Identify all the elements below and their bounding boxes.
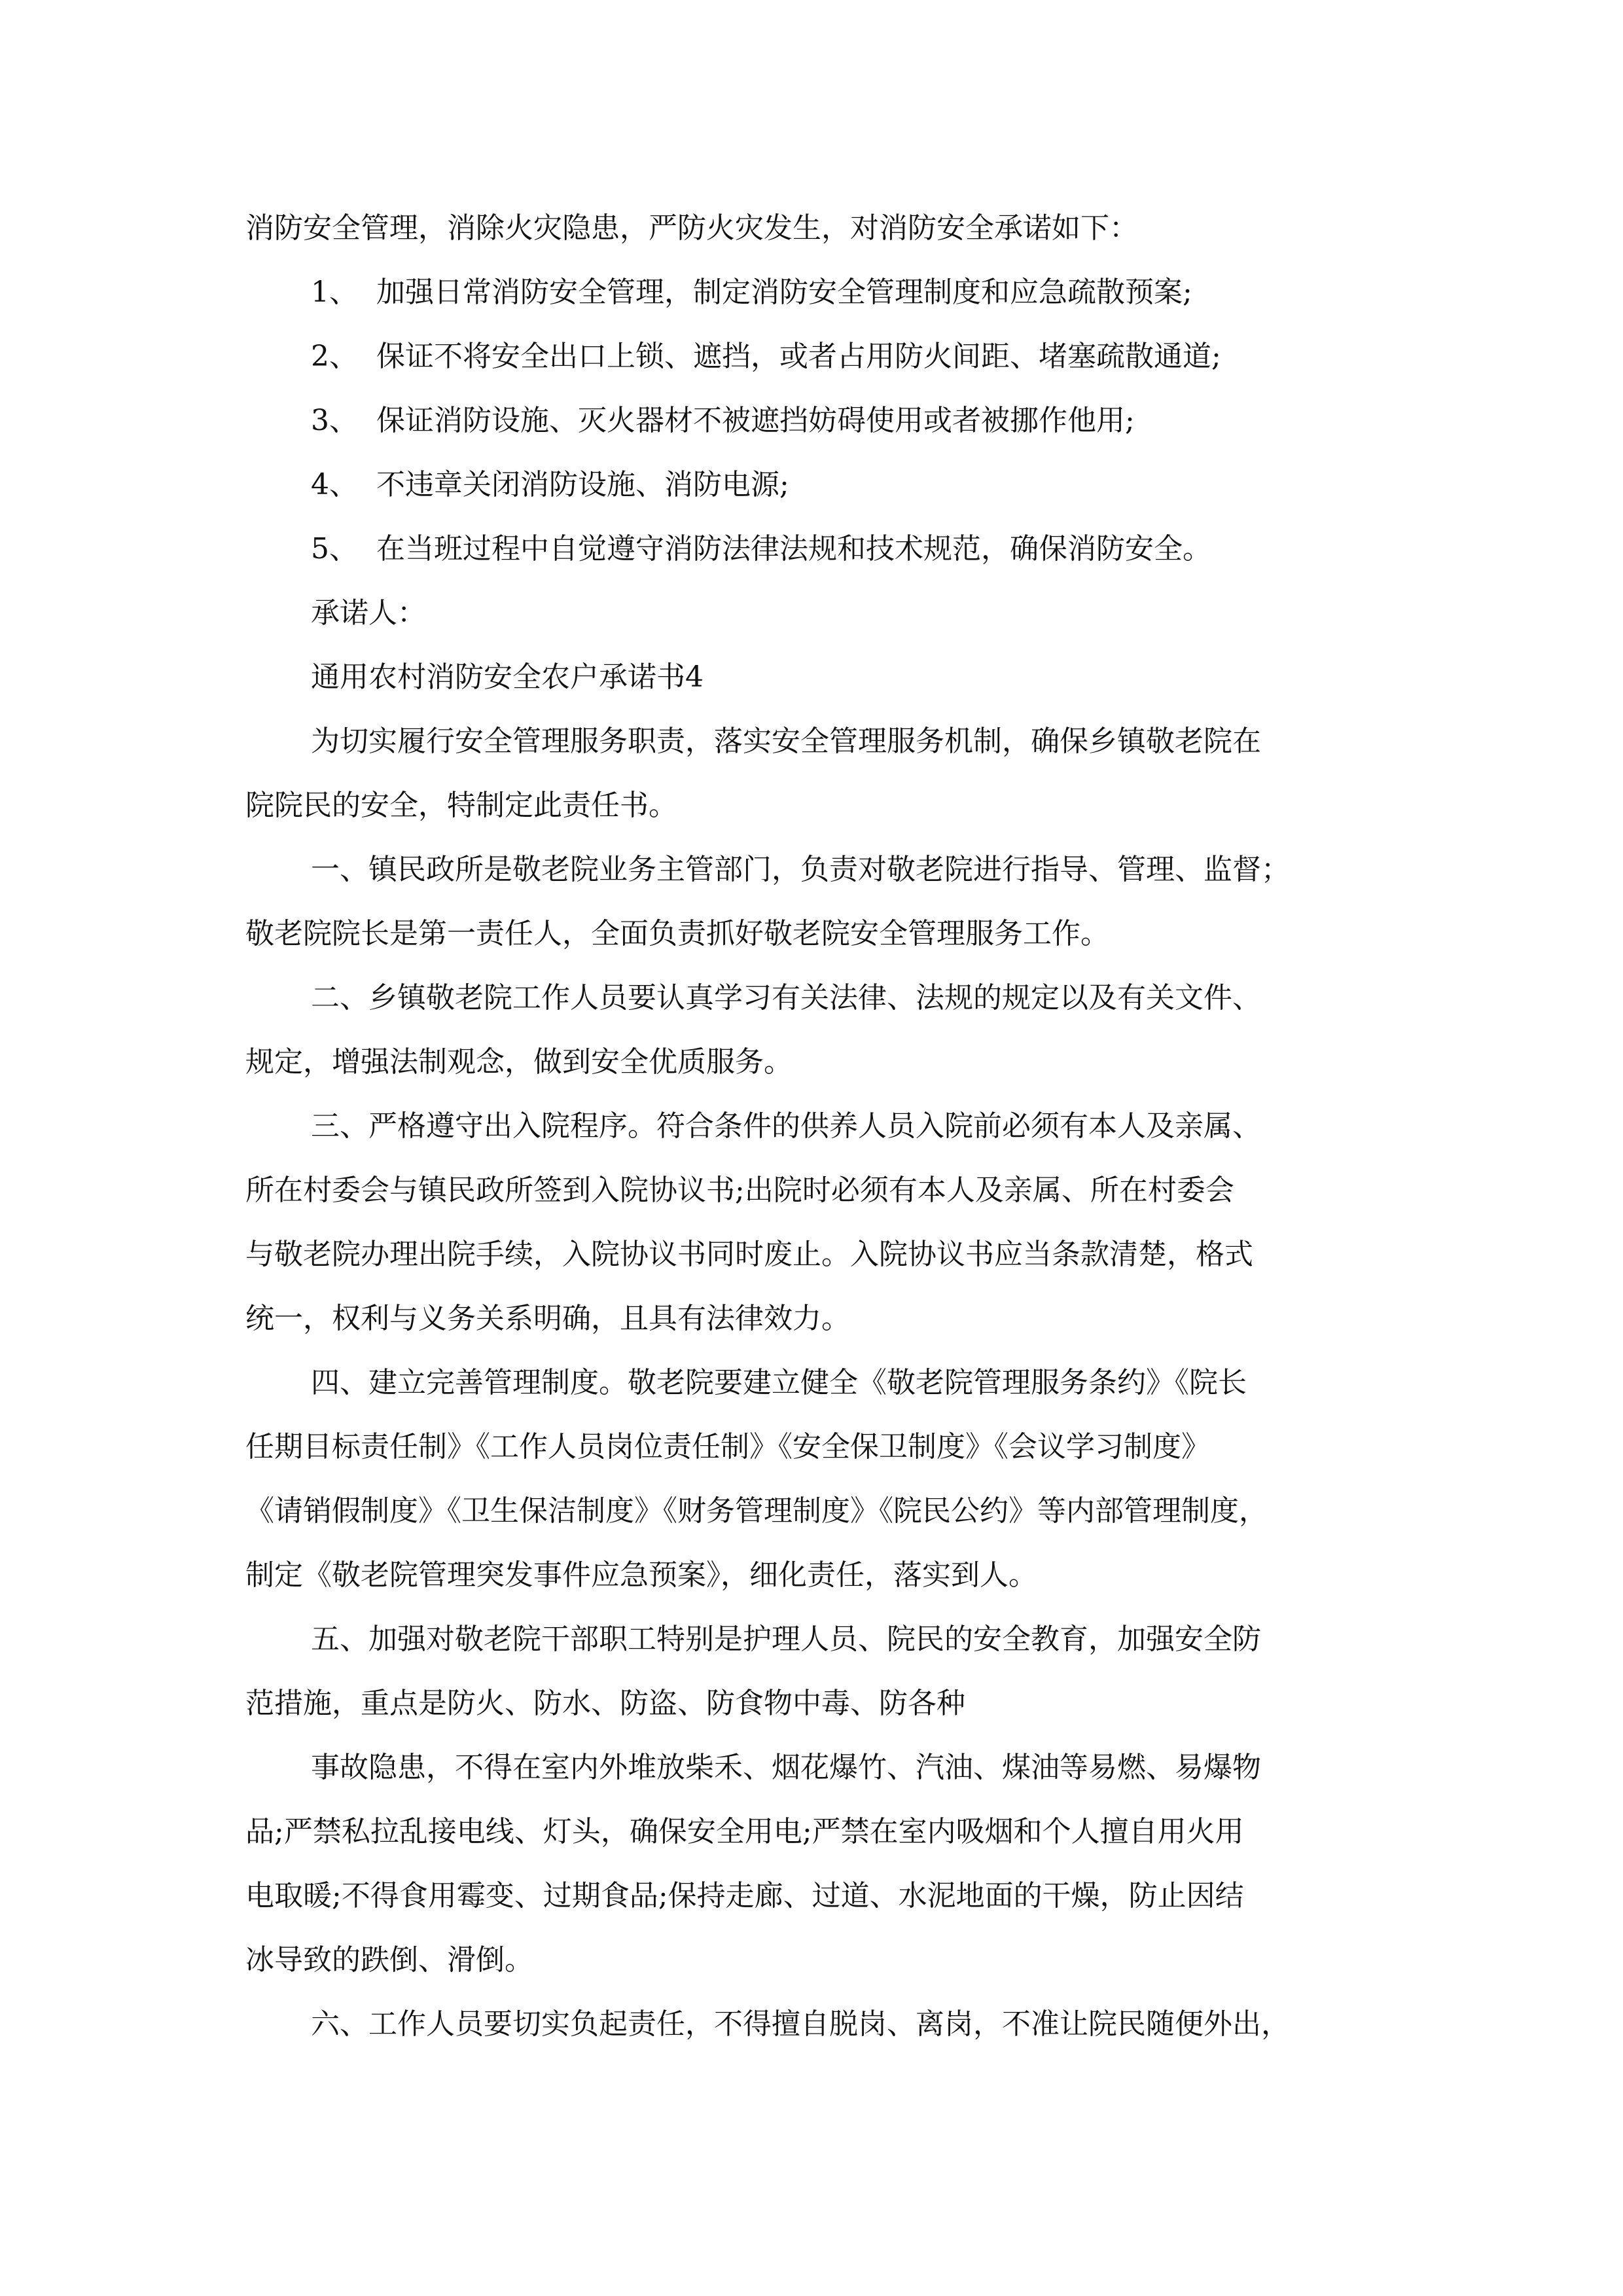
list-item	[245, 453, 1384, 517]
list-item	[245, 260, 1384, 325]
list-item-number: 2、	[311, 340, 358, 373]
paragraph-line: 制定《敬老院管理突发事件应急预案》，细化责任，落实到人。	[245, 1558, 1037, 1592]
paragraph-line: 五、加强对敬老院干部职工特别是护理人员、院民的安全教育，加强安全防	[311, 1623, 1261, 1656]
paragraph-line: 六、工作人员要切实负起责任，不得擅自脱岗、离岗，不准让院民随便外出，	[311, 2007, 1290, 2041]
paragraph-line: 三、严格遵守出入院程序。符合条件的供养人员入院前必须有本人及亲属、	[311, 1109, 1261, 1143]
paragraph-line: 二、乡镇敬老院工作人员要认真学习有关法律、法规的规定以及有关文件、	[311, 981, 1261, 1014]
paragraph-line: 品;严禁私拉乱接电线、灯头，确保安全用电;严禁在室内吸烟和个人擅自用火用	[245, 1815, 1244, 1848]
document-body	[245, 196, 1384, 2056]
paragraph-line: 范措施，重点是防火、防水、防盗、防食物中毒、防各种	[245, 1687, 965, 1720]
paragraph-line: 所在村委会与镇民政所签到入院协议书;出院时必须有本人及亲属、所在村委会	[245, 1174, 1234, 1207]
list-item-text: 保证消防设施、灭火器材不被遮挡妨碍使用或者被挪作他用;	[376, 404, 1135, 437]
list-item	[245, 389, 1384, 453]
paragraph-line: 任期目标责任制》《工作人员岗位责任制》《安全保卫制度》《会议学习制度》	[245, 1430, 1210, 1463]
paragraph-line: 四、建立完善管理制度。敬老院要建立健全《敬老院管理服务条约》《院长	[311, 1366, 1247, 1399]
list-item-text: 加强日常消防安全管理，制定消防安全管理制度和应急疏散预案;	[376, 276, 1192, 309]
paragraph-line: 规定，增强法制观念，做到安全优质服务。	[245, 1045, 793, 1079]
list-item-number: 5、	[311, 532, 358, 565]
paragraph-line: 与敬老院办理出院手续，入院协议书同时废止。入院协议书应当条款清楚，格式	[245, 1238, 1253, 1271]
paragraph-line: 冰导致的跌倒、滑倒。	[245, 1943, 533, 1977]
signatory-label: 承诺人：	[311, 596, 426, 630]
list-item	[245, 325, 1384, 389]
paragraph-line: 事故隐患，不得在室内外堆放柴禾、烟花爆竹、汽油、煤油等易燃、易爆物	[311, 1751, 1261, 1784]
paragraph-line: 消防安全管理，消除火灾隐患，严防火灾发生，对消防安全承诺如下：	[245, 211, 1138, 245]
paragraph-line: 统一，权利与义务关系明确，且具有法律效力。	[245, 1302, 850, 1335]
paragraph-line: 敬老院院长是第一责任人，全面负责抓好敬老院安全管理服务工作。	[245, 917, 1109, 950]
paragraph-line: 院院民的安全，特制定此责任书。	[245, 789, 677, 822]
paragraph-line: 《请销假制度》《卫生保洁制度》《财务管理制度》《院民公约》等内部管理制度，	[245, 1494, 1268, 1528]
list-item-number: 4、	[311, 468, 358, 501]
paragraph-line: 一、镇民政所是敬老院业务主管部门，负责对敬老院进行指导、管理、监督；	[311, 853, 1290, 886]
paragraph-line: 电取暖;不得食用霉变、过期食品;保持走廊、过道、水泥地面的干燥，防止因结	[245, 1879, 1244, 1912]
section-title: 通用农村消防安全农户承诺书4	[311, 660, 704, 694]
list-item-number: 1、	[311, 276, 358, 309]
list-item-text: 在当班过程中自觉遵守消防法律法规和技术规范，确保消防安全。	[376, 532, 1211, 565]
list-item	[245, 517, 1384, 581]
list-item-text: 保证不将安全出口上锁、遮挡，或者占用防火间距、堵塞疏散通道;	[376, 340, 1221, 373]
list-item-text: 不违章关闭消防设施、消防电源;	[376, 468, 789, 501]
list-item-number: 3、	[311, 404, 358, 437]
paragraph-line: 为切实履行安全管理服务职责，落实安全管理服务机制，确保乡镇敬老院在	[311, 725, 1261, 758]
